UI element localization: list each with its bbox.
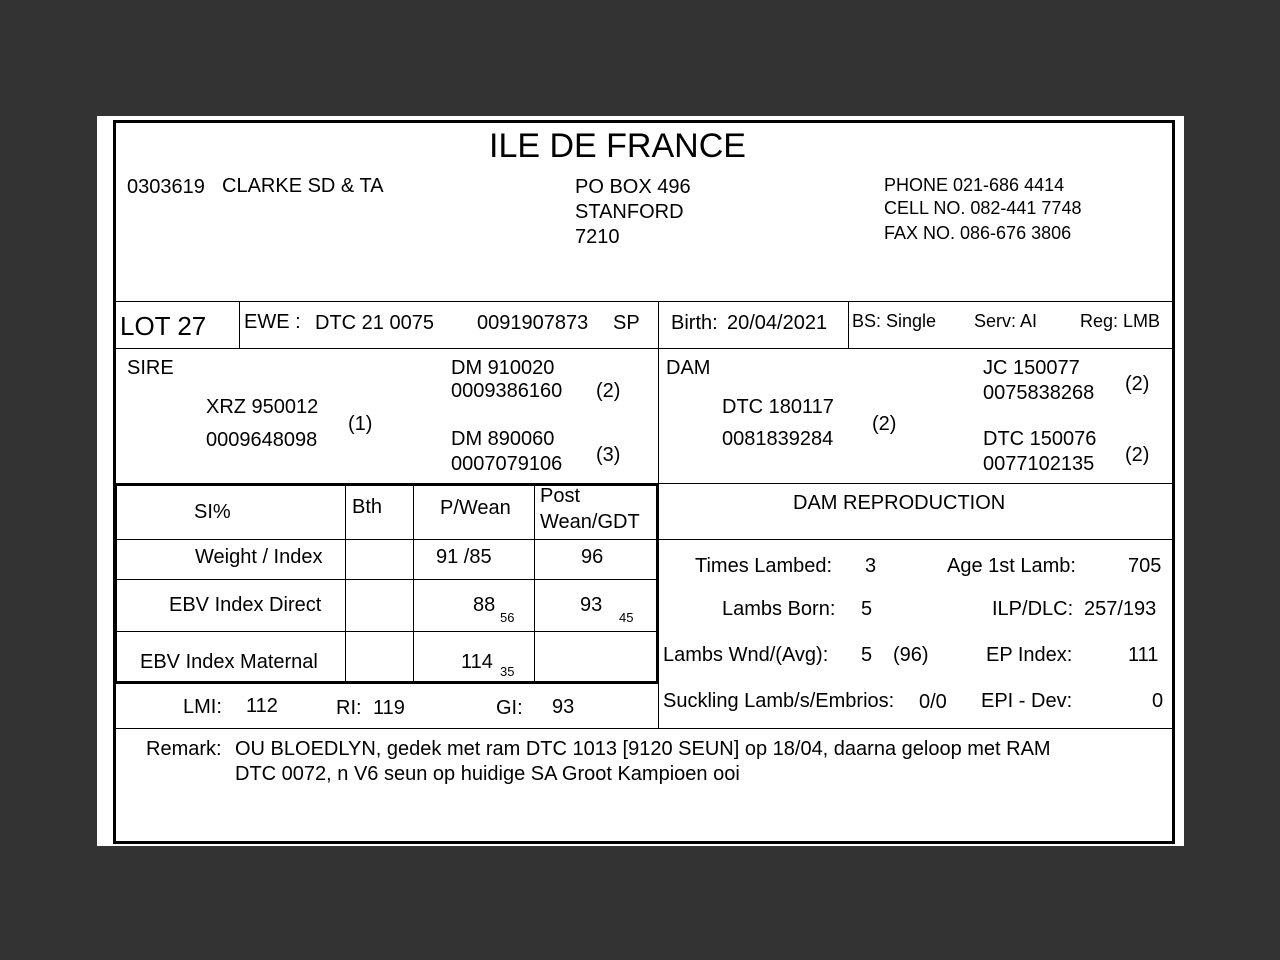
remark-label: Remark: bbox=[146, 738, 222, 760]
divider-bs-col bbox=[848, 302, 849, 348]
row-maternal-pwean: 114 bbox=[461, 651, 493, 673]
sire-dam1-number: 0009386160 bbox=[451, 380, 563, 402]
sire-dam2-rank: (3) bbox=[596, 444, 621, 466]
divider-lot-col bbox=[239, 302, 240, 348]
ewe-code: SP bbox=[613, 312, 640, 334]
row-weight-pwean: 91 /85 bbox=[436, 546, 492, 568]
row-direct-label: EBV Index Direct bbox=[169, 594, 322, 616]
fax: FAX NO. 086-676 3806 bbox=[884, 223, 1072, 243]
dam-gp1-rank: (2) bbox=[1125, 373, 1150, 395]
times-lambed-label: Times Lambed: bbox=[695, 555, 833, 577]
serv-value: Serv: AI bbox=[974, 311, 1038, 331]
suckling-label: Suckling Lamb/s/Embrios: bbox=[663, 690, 895, 712]
dam-id: DTC 180117 bbox=[722, 396, 834, 418]
ilp-label: ILP/DLC: bbox=[992, 598, 1074, 620]
lmi-value: 112 bbox=[246, 695, 278, 717]
ewe-id: DTC 21 0075 bbox=[315, 312, 434, 334]
ewe-label: EWE : bbox=[244, 311, 301, 333]
dam-rank: (2) bbox=[872, 413, 897, 435]
dam-gp2-number: 0077102135 bbox=[983, 453, 1095, 475]
sire-dam2-id: DM 890060 bbox=[451, 428, 555, 450]
divider-bth-col bbox=[413, 486, 414, 682]
header-post: Post bbox=[540, 485, 581, 507]
row-weight-label: Weight / Index bbox=[195, 546, 323, 568]
divider-header bbox=[116, 301, 1172, 302]
birth-date: 20/04/2021 bbox=[727, 312, 828, 334]
divider-indices bbox=[116, 728, 1172, 729]
remark-line2: DTC 0072, n V6 seun op huidige SA Groot Kampioen ooi bbox=[235, 763, 740, 785]
row-direct-pwean: 88 bbox=[473, 594, 496, 616]
header-pwean: P/Wean bbox=[440, 497, 511, 519]
divider-post-col bbox=[656, 485, 659, 683]
divider-lot bbox=[116, 348, 1172, 349]
ri-label: RI: bbox=[336, 697, 362, 719]
dam-number: 0081839284 bbox=[722, 428, 834, 450]
sire-number: 0009648098 bbox=[206, 429, 318, 451]
header-wean-gdt: Wean/GDT bbox=[540, 511, 640, 533]
lmi-label: LMI: bbox=[183, 696, 222, 718]
age-first-label: Age 1st Lamb: bbox=[947, 555, 1076, 577]
divider-row3 bbox=[116, 681, 658, 684]
epi-value: 0 bbox=[1152, 690, 1164, 712]
ilp-value: 257/193 bbox=[1084, 598, 1157, 620]
cell: CELL NO. 082-441 7748 bbox=[884, 198, 1082, 218]
reg-value: Reg: LMB bbox=[1080, 311, 1161, 331]
divider-row2 bbox=[116, 631, 658, 632]
row-maternal-label: EBV Index Maternal bbox=[140, 651, 318, 673]
owner-number: 0303619 bbox=[127, 176, 205, 198]
bs-value: BS: Single bbox=[852, 311, 937, 331]
sire-rank: (1) bbox=[348, 413, 373, 435]
dam-gp2-rank: (2) bbox=[1125, 444, 1150, 466]
sire-dam2-number: 0007079106 bbox=[451, 453, 563, 475]
phone: PHONE 021-686 4414 bbox=[884, 175, 1065, 195]
divider-table-header bbox=[116, 539, 1172, 540]
ep-label: EP Index: bbox=[986, 644, 1073, 666]
epi-label: EPI - Dev: bbox=[981, 690, 1073, 712]
row-direct-pwean-acc: 56 bbox=[500, 610, 515, 625]
sire-label: SIRE bbox=[127, 357, 174, 379]
lambs-wnd-label: Lambs Wnd/(Avg): bbox=[663, 644, 829, 666]
divider-pwean-col bbox=[534, 486, 535, 682]
header-si: SI% bbox=[194, 501, 231, 523]
dam-gp1-number: 0075838268 bbox=[983, 382, 1095, 404]
dam-repro-title: DAM REPRODUCTION bbox=[793, 492, 1006, 514]
owner-name: CLARKE SD & TA bbox=[222, 175, 384, 197]
divider-pedigree-right bbox=[658, 483, 1172, 484]
row-direct-post: 93 bbox=[580, 594, 603, 616]
lambs-born-value: 5 bbox=[861, 598, 873, 620]
age-first-value: 705 bbox=[1128, 555, 1162, 577]
address-line2: STANFORD bbox=[575, 201, 684, 223]
lambs-wnd-value: 5 bbox=[861, 644, 873, 666]
lot-number: LOT 27 bbox=[120, 311, 207, 341]
birth-label: Birth: bbox=[671, 312, 718, 334]
times-lambed-value: 3 bbox=[865, 555, 877, 577]
ri-value: 119 bbox=[373, 697, 405, 719]
gi-value: 93 bbox=[552, 696, 575, 718]
lambs-born-label: Lambs Born: bbox=[722, 598, 836, 620]
sire-id: XRZ 950012 bbox=[206, 396, 319, 418]
header-bth: Bth bbox=[352, 496, 383, 518]
address-line3: 7210 bbox=[575, 226, 620, 248]
suckling-value: 0/0 bbox=[919, 691, 947, 713]
dam-label: DAM bbox=[666, 357, 711, 379]
lambs-wnd-avg: (96) bbox=[893, 644, 929, 666]
row-maternal-pwean-acc: 35 bbox=[500, 664, 515, 679]
dam-gp2-id: DTC 150076 bbox=[983, 428, 1097, 450]
remark-line1: OU BLOEDLYN, gedek met ram DTC 1013 [9120 SEUN] op 18/04, daarna geloop met RAM bbox=[235, 738, 1051, 760]
address-line1: PO BOX 496 bbox=[575, 176, 691, 198]
breed-title: ILE DE FRANCE bbox=[489, 127, 746, 165]
ep-value: 111 bbox=[1128, 644, 1159, 666]
divider-si-col bbox=[345, 486, 346, 682]
ewe-number: 0091907873 bbox=[477, 312, 589, 334]
sire-dam1-id: DM 910020 bbox=[451, 357, 555, 379]
divider-row1 bbox=[116, 579, 658, 580]
gi-label: GI: bbox=[496, 697, 523, 719]
row-direct-post-acc: 45 bbox=[619, 610, 634, 625]
sire-dam1-rank: (2) bbox=[596, 380, 621, 402]
row-weight-post: 96 bbox=[581, 546, 604, 568]
dam-gp1-id: JC 150077 bbox=[983, 357, 1080, 379]
divider-table-left bbox=[114, 485, 117, 683]
